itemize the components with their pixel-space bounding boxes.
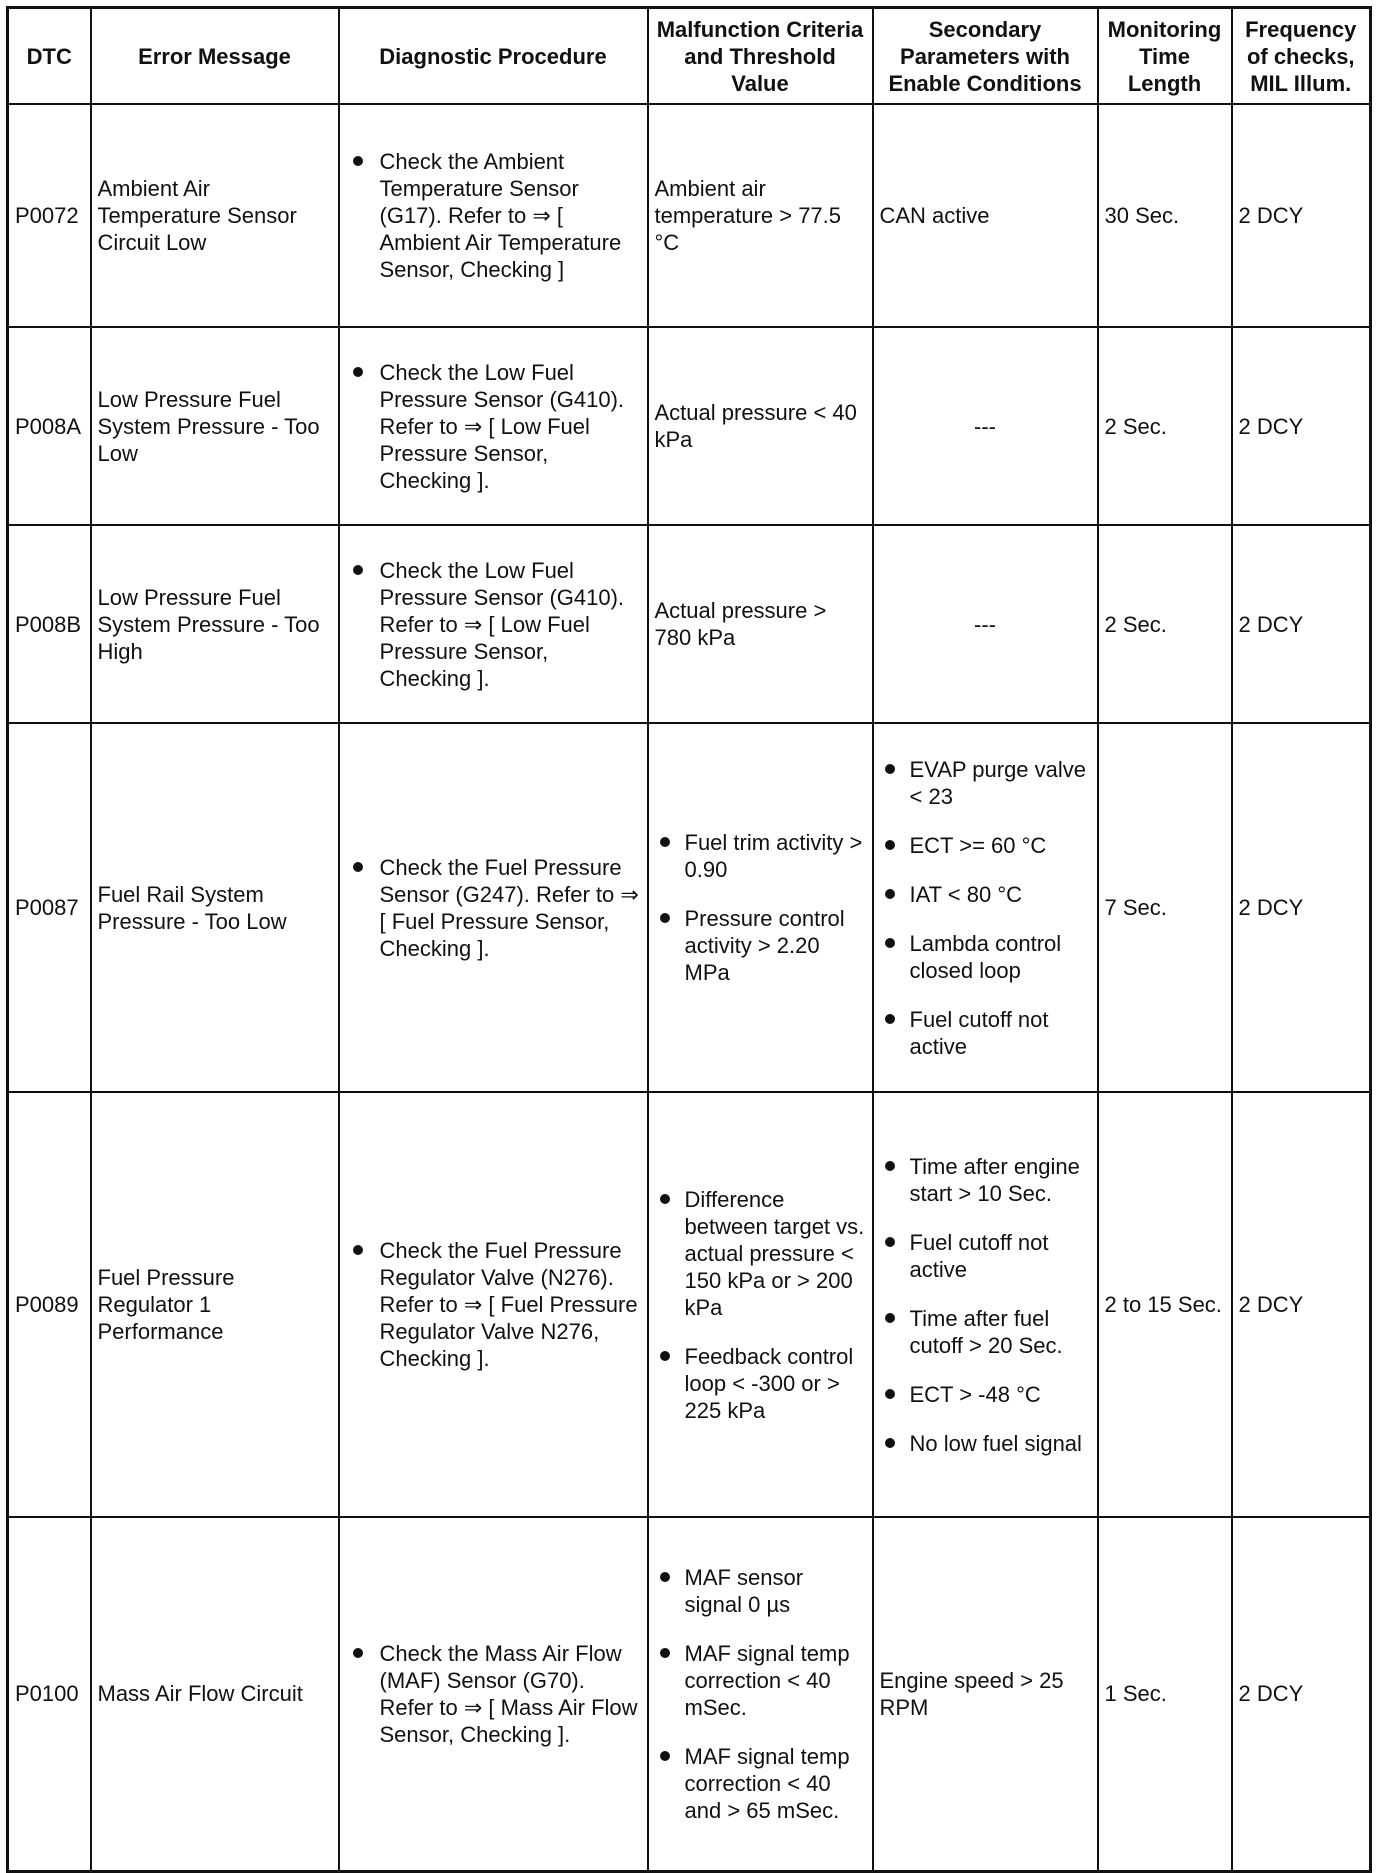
secondary-item: IAT < 80 °C: [880, 881, 1091, 908]
secondary-parameters: CAN active: [873, 104, 1098, 327]
criteria-item: Pressure control activity > 2.20 MPa: [655, 905, 866, 986]
criteria-item: Difference between target vs. actual pressure < 150 kPa or > 200 kPa: [655, 1186, 866, 1321]
malfunction-criteria: Actual pressure < 40 kPa: [648, 327, 873, 525]
error-message: Mass Air Flow Circuit: [91, 1517, 339, 1871]
error-message: Fuel Pressure Regulator 1 Performance: [91, 1092, 339, 1517]
secondary-item: Fuel cutoff not active: [880, 1229, 1091, 1283]
dtc-code: P008B: [8, 525, 91, 723]
procedure-item: Check the Low Fuel Pressure Sensor (G410). Refer to ⇒ [ Low Fuel Pressure Sensor, Checking ].: [346, 359, 641, 494]
secondary-parameters: ---: [873, 525, 1098, 723]
diagnostic-procedure: [339, 525, 648, 723]
monitoring-time: 30 Sec.: [1098, 104, 1232, 327]
diagnostic-procedure: [339, 723, 648, 1092]
table-row: [8, 1517, 1371, 1871]
secondary-parameters: [873, 1092, 1098, 1517]
secondary-item: No low fuel signal: [880, 1430, 1091, 1457]
table-row: [8, 327, 1371, 525]
check-frequency: 2 DCY: [1232, 723, 1371, 1092]
monitoring-time: 2 Sec.: [1098, 525, 1232, 723]
secondary-item: Time after fuel cutoff > 20 Sec.: [880, 1305, 1091, 1359]
malfunction-criteria: Actual pressure > 780 kPa: [648, 525, 873, 723]
secondary-parameters: [873, 723, 1098, 1092]
diagnostic-procedure: [339, 104, 648, 327]
procedure-item: Check the Ambient Temperature Sensor (G17). Refer to ⇒ [ Ambient Air Temperature Sensor, Checking ]: [346, 148, 641, 283]
procedure-item: Check the Mass Air Flow (MAF) Sensor (G70). Refer to ⇒ [ Mass Air Flow Sensor, Checking ].: [346, 1640, 641, 1748]
criteria-item: Feedback control loop < -300 or > 225 kPa: [655, 1343, 866, 1424]
check-frequency: 2 DCY: [1232, 104, 1371, 327]
dtc-code: P0087: [8, 723, 91, 1092]
criteria-item: MAF signal temp correction < 40 and > 65 mSec.: [655, 1743, 866, 1824]
criteria-item: MAF sensor signal 0 µs: [655, 1564, 866, 1618]
header-dtc: DTC: [8, 8, 91, 105]
header-frequency: Frequency of checks, MIL Illum.: [1232, 8, 1371, 105]
header-monitoring-time: Monitoring Time Length: [1098, 8, 1232, 105]
check-frequency: 2 DCY: [1232, 525, 1371, 723]
dtc-code: P0100: [8, 1517, 91, 1871]
secondary-item: Time after engine start > 10 Sec.: [880, 1153, 1091, 1207]
dtc-code: P0072: [8, 104, 91, 327]
header-malfunction-criteria: Malfunction Criteria and Threshold Value: [648, 8, 873, 105]
secondary-item: ECT >= 60 °C: [880, 832, 1091, 859]
monitoring-time: 2 to 15 Sec.: [1098, 1092, 1232, 1517]
malfunction-criteria: [648, 1517, 873, 1871]
error-message: Ambient Air Temperature Sensor Circuit Low: [91, 104, 339, 327]
table-row: [8, 723, 1371, 1092]
criteria-item: MAF signal temp correction < 40 mSec.: [655, 1640, 866, 1721]
malfunction-criteria: [648, 1092, 873, 1517]
diagnostic-procedure: [339, 1517, 648, 1871]
procedure-item: Check the Fuel Pressure Regulator Valve (N276). Refer to ⇒ [ Fuel Pressure Regulator Valve N276, Checking ].: [346, 1237, 641, 1372]
header-secondary-parameters: Secondary Parameters with Enable Conditions: [873, 8, 1098, 105]
dtc-table: [6, 6, 1372, 1873]
criteria-item: Fuel trim activity > 0.90: [655, 829, 866, 883]
header-row: [8, 8, 1371, 105]
table-row: [8, 525, 1371, 723]
table-row: [8, 104, 1371, 327]
malfunction-criteria: Ambient air temperature > 77.5 °C: [648, 104, 873, 327]
header-diagnostic-procedure: Diagnostic Procedure: [339, 8, 648, 105]
check-frequency: 2 DCY: [1232, 327, 1371, 525]
table-row: [8, 1092, 1371, 1517]
dtc-code: P008A: [8, 327, 91, 525]
error-message: Fuel Rail System Pressure - Too Low: [91, 723, 339, 1092]
secondary-item: Fuel cutoff not active: [880, 1006, 1091, 1060]
secondary-parameters: ---: [873, 327, 1098, 525]
check-frequency: 2 DCY: [1232, 1092, 1371, 1517]
dtc-code: P0089: [8, 1092, 91, 1517]
error-message: Low Pressure Fuel System Pressure - Too High: [91, 525, 339, 723]
monitoring-time: 7 Sec.: [1098, 723, 1232, 1092]
malfunction-criteria: [648, 723, 873, 1092]
procedure-item: Check the Fuel Pressure Sensor (G247). Refer to ⇒ [ Fuel Pressure Sensor, Checking ].: [346, 854, 641, 962]
check-frequency: 2 DCY: [1232, 1517, 1371, 1871]
procedure-item: Check the Low Fuel Pressure Sensor (G410). Refer to ⇒ [ Low Fuel Pressure Sensor, Checking ].: [346, 557, 641, 692]
monitoring-time: 2 Sec.: [1098, 327, 1232, 525]
diagnostic-procedure: [339, 1092, 648, 1517]
secondary-item: Lambda control closed loop: [880, 930, 1091, 984]
diagnostic-procedure: [339, 327, 648, 525]
error-message: Low Pressure Fuel System Pressure - Too Low: [91, 327, 339, 525]
header-error-message: Error Message: [91, 8, 339, 105]
secondary-item: ECT > -48 °C: [880, 1381, 1091, 1408]
monitoring-time: 1 Sec.: [1098, 1517, 1232, 1871]
secondary-item: EVAP purge valve < 23: [880, 756, 1091, 810]
secondary-parameters: Engine speed > 25 RPM: [873, 1517, 1098, 1871]
